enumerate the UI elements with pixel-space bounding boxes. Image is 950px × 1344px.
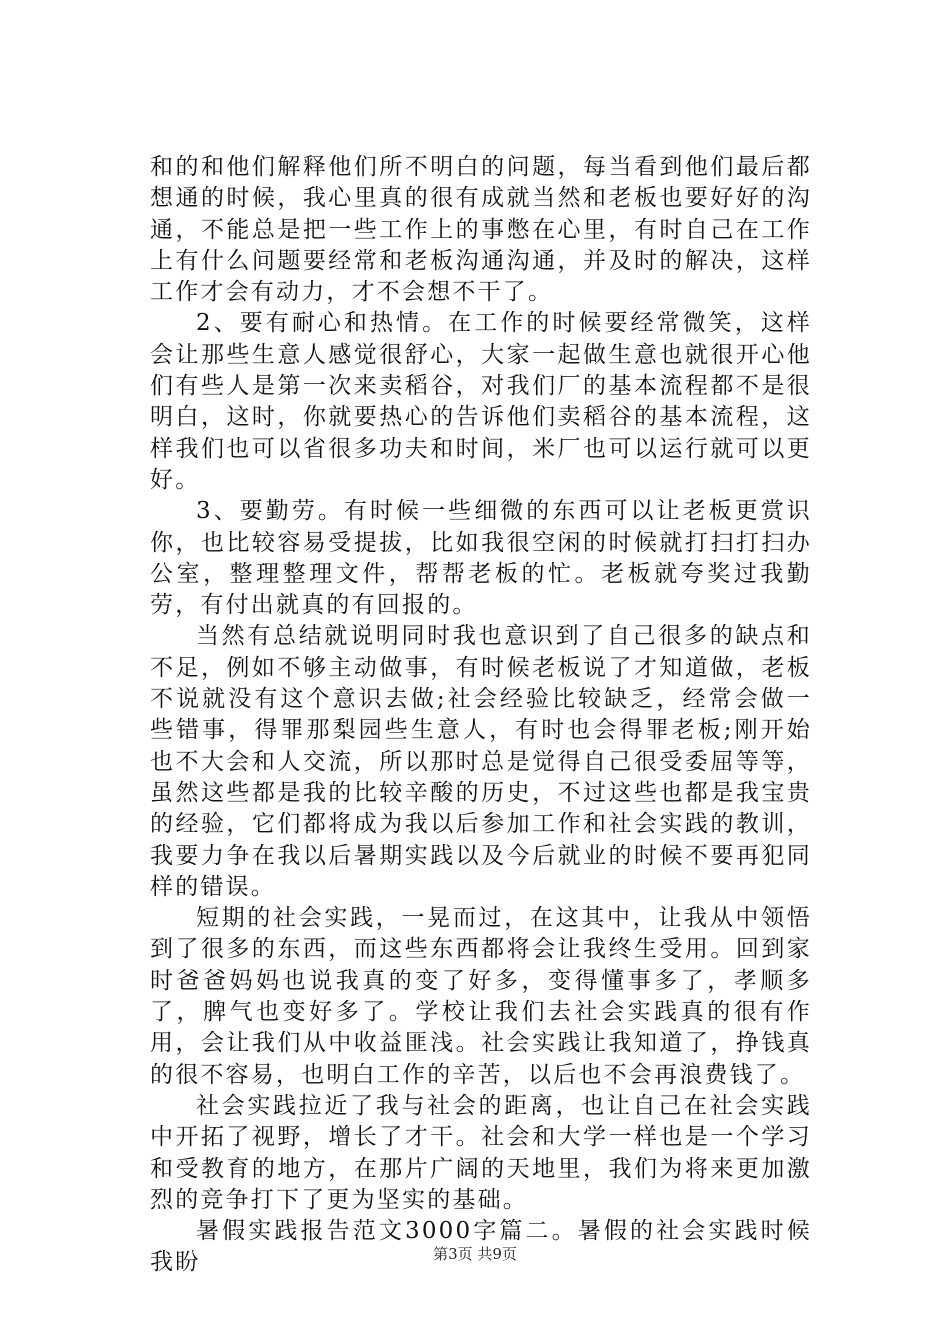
paragraph-2: 2、要有耐心和热情。在工作的时候要经常微笑，这样会让那些生意人感觉很舒心，大家一起做生意也就很开心他们有些人是第一次来卖稻谷，对我们厂的基本流程都不是很明白，这时，你就要热心的告诉他们卖稻谷的基本流程，这样我们也可以省很多功夫和时间，米厂也可以运行就可以更好。: [150, 310, 812, 493]
paragraph-5: 短期的社会实践，一晃而过，在这其中，让我从中领悟到了很多的东西，而这些东西都将会让我终生受用。回到家时爸爸妈妈也说我真的变了好多，变得懂事多了，孝顺多了，脾气也变好多了。学校让我们去社会实践真的很有作用，会让我们从中收益匪浅。社会实践让我知道了，挣钱真的很不容易，也明白工作的辛苦，以后也不会再浪费钱了。: [150, 905, 812, 1088]
paragraph-7: 暑假实践报告范文3000字篇二。暑假的社会实践时候我盼: [150, 1218, 812, 1276]
page-footer: 第3页 共9页: [433, 1245, 517, 1263]
paragraph-4: 当然有总结就说明同时我也意识到了自己很多的缺点和不足，例如不够主动做事，有时候老板说了才知道做，老板不说就没有这个意识去做;社会经验比较缺乏，经常会做一些错事，得罪那梨园些生意人，有时也会得罪老板;刚开始也不大会和人交流，所以那时总是觉得自己很受委屈等等，虽然这些都是我的比较辛酸的历史，不过这些也都是我宝贵的经验，它们都将成为我以后参加工作和社会实践的教训，我要力争在我以后暑期实践以及今后就业的时候不要再犯同样的错误。: [150, 623, 812, 900]
paragraph-1: 和的和他们解释他们所不明白的问题，每当看到他们最后都想通的时候，我心里真的很有成就当然和老板也要好好的沟通，不能总是把一些工作上的事憋在心里，有时自己在工作上有什么问题要经常和老板沟通沟通，并及时的解决，这样工作才会有动力，才不会想不干了。: [150, 154, 812, 306]
document-body: [150, 152, 812, 1279]
paragraph-3: 3、要勤劳。有时候一些细微的东西可以让老板更赏识你，也比较容易受提拔，比如我很空闲的时候就打扫打扫办公室，整理整理文件，帮帮老板的忙。老板就夸奖过我勤劳，有付出就真的有回报的。: [150, 498, 812, 619]
paragraph-6: 社会实践拉近了我与社会的距离，也让自己在社会实践中开拓了视野，增长了才干。社会和大学一样也是一个学习和受教育的地方，在那片广阔的天地里，我们为将来更加激烈的竞争打下了更为坚实的基础。: [150, 1092, 812, 1213]
